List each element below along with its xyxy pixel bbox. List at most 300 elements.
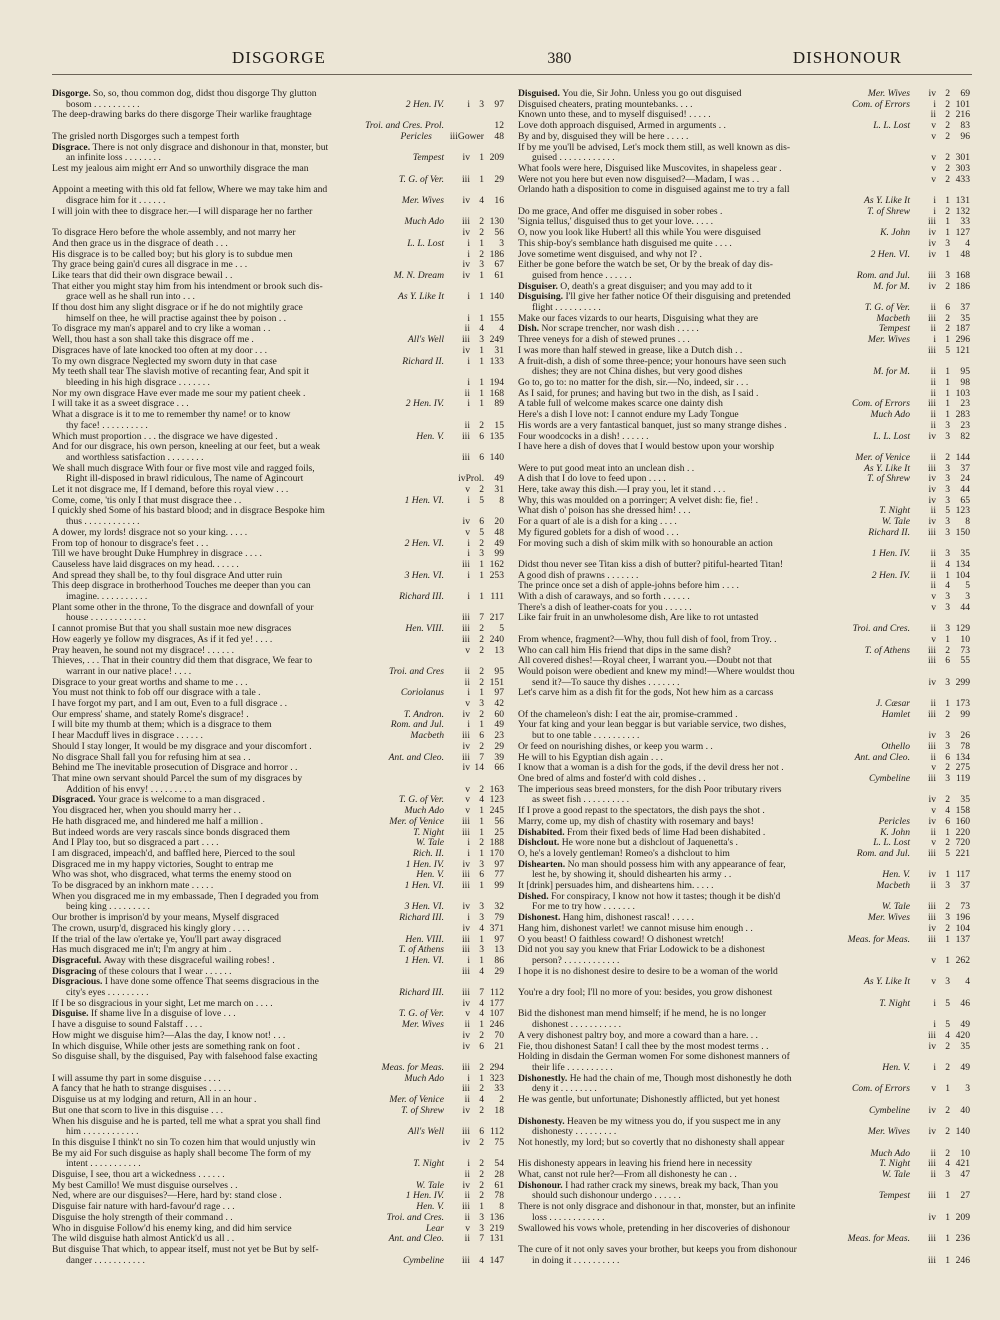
act-number: v: [465, 527, 470, 538]
line-number: 132: [955, 206, 970, 217]
entry-line: [518, 239, 970, 250]
quotation-text: A good dish of prawns . . . . . . .: [518, 570, 639, 581]
entry-line: [518, 1170, 970, 1181]
line-number: 4: [965, 238, 970, 249]
act-number: iii: [462, 816, 470, 827]
scene-number: 6: [479, 731, 484, 742]
quotation-text: For me to try how . . . . . . .: [532, 902, 635, 913]
line-number: 73: [960, 902, 970, 913]
entry-line: [52, 1170, 504, 1181]
entry-line: [52, 678, 504, 689]
play-reference: Lear: [425, 1223, 444, 1234]
quotation-text: The cure of it not only saves your brother, but keeps you from dishonour: [518, 1244, 797, 1255]
play-reference: Richard III.: [399, 988, 444, 999]
entry-line: [52, 143, 504, 154]
quotation-text: I hope it is no dishonest desire to desire to be a woman of the world: [518, 966, 778, 977]
line-number: 49: [494, 538, 504, 549]
quotation-text: If by me you'll be advised, Let's mock them still, as well known as dis-: [518, 142, 791, 153]
entry-line: [52, 528, 504, 539]
line-number: 37: [960, 881, 970, 892]
act-number: iii: [928, 934, 936, 945]
entry-line: [518, 785, 970, 796]
entry-line: [52, 720, 504, 731]
play-reference: Troi. and Cres: [389, 666, 444, 677]
headword: Dishonesty.: [518, 1116, 568, 1127]
entry-line: [52, 378, 504, 389]
quotation-text: And spread they shall be, to thy foul disgrace And utter ruin: [52, 570, 283, 581]
entry-line: [52, 635, 504, 646]
act-number: iv: [462, 1041, 470, 1052]
entry-line: [518, 1256, 970, 1267]
quotation-text: There's a dish of leather-coats for you . . . . . .: [518, 602, 692, 613]
line-number: 13: [494, 945, 504, 956]
quotation-text: We shall much disgrace With four or five most vile and ragged foils,: [52, 463, 315, 474]
entry-line: [518, 89, 970, 100]
play-reference: J. Cæsar: [875, 699, 910, 710]
quotation-text: His words are a very fantastical banquet, just so many strange dishes .: [518, 420, 787, 431]
entry-line: [52, 1106, 504, 1117]
line-number: 23: [960, 420, 970, 431]
act-number: iv: [462, 270, 470, 281]
entry-line: [518, 132, 970, 143]
scene-number: 2: [945, 163, 950, 174]
act-number: i: [467, 549, 470, 560]
line-number: 75: [494, 1137, 504, 1148]
play-reference: T. Night: [879, 1159, 910, 1170]
play-reference: Hen. VIII.: [405, 934, 444, 945]
quotation-text: I hear Macduff lives in disgrace . . . . . .: [52, 731, 203, 742]
entry-line: [52, 496, 504, 507]
scene-number: 1: [479, 1202, 484, 1213]
entry-line: [518, 699, 970, 710]
scene-number: 5: [479, 527, 484, 538]
quotation-text: Dishabited. From their fixed beds of lime Had been dishabited .: [518, 827, 766, 838]
line-number: 137: [955, 934, 970, 945]
line-number: 246: [955, 1255, 970, 1266]
quotation-text: Marry, come up, my dish of chastity with rosemary and bays!: [518, 816, 754, 827]
quotation-text: You're a dry fool; I'll no more of you: besides, you grow dishonest: [518, 988, 773, 999]
play-reference: 2 Hen. IV.: [405, 99, 444, 110]
line-number: 86: [494, 955, 504, 966]
entry-line: [518, 153, 970, 164]
entry-line: [518, 592, 970, 603]
line-number: 168: [955, 270, 970, 281]
line-number: 170: [489, 848, 504, 859]
act-number: i: [933, 99, 936, 110]
play-reference: Mer. of Venice: [389, 816, 444, 827]
line-number: 219: [489, 1223, 504, 1234]
act-number: iv: [462, 153, 470, 164]
entry-line: [52, 506, 504, 517]
line-number: 371: [489, 923, 504, 934]
line-number: 301: [955, 153, 970, 164]
act-number: v: [931, 763, 936, 774]
quotation-text: For a quart of ale is a dish for a king . . . .: [518, 517, 677, 528]
entry-line: [518, 496, 970, 507]
scene-number: 3: [945, 431, 950, 442]
play-reference: Mer. Wives: [401, 196, 444, 207]
scene-number: 2: [479, 741, 484, 752]
line-number: 99: [494, 549, 504, 560]
line-number: 151: [489, 677, 504, 688]
scene-number: 2: [479, 249, 484, 260]
line-number: 29: [494, 174, 504, 185]
scene-number: 2: [479, 1084, 484, 1095]
scene-number: 4: [945, 806, 950, 817]
line-number: 186: [955, 281, 970, 292]
scene-number: 1: [479, 153, 484, 164]
line-number: 32: [494, 902, 504, 913]
quotation-text: him . . . . . . . . . . . .: [66, 1127, 139, 1138]
scene-number: 3: [479, 902, 484, 913]
quotation-text: house . . . . . . . . . . . .: [66, 613, 146, 624]
quotation-text: This ship-boy's semblance hath disguised me quite . . . .: [518, 238, 732, 249]
line-number: 150: [955, 527, 970, 538]
quotation-text: But disguise That which, to appear itself, must not yet be But by self-: [52, 1244, 319, 1255]
entry-line: [518, 1213, 970, 1224]
act-number: iii: [928, 913, 936, 924]
act-number: v: [465, 699, 470, 710]
scene-number: 1: [479, 399, 484, 410]
play-reference: 2 Hen. IV.: [405, 399, 444, 410]
quotation-text: Dished. For conspiracy, I know not how it tastes; though it be dish'd: [518, 891, 781, 902]
act-number: i: [933, 206, 936, 217]
quotation-text: Dishclout. He wore none but a dishclout of Jaquenetta's .: [518, 838, 738, 849]
scene-number: Gower: [457, 131, 484, 142]
quotation-text: flight . . . . . . . . . .: [532, 303, 601, 314]
play-reference: K. John: [880, 228, 910, 239]
entry-line: [518, 860, 970, 871]
entry-line: [518, 314, 970, 325]
act-number: i: [933, 196, 936, 207]
entry-line: [52, 282, 504, 293]
line-number: 140: [489, 452, 504, 463]
act-number: iv: [928, 870, 936, 881]
act-number: i: [467, 838, 470, 849]
entry-line: [518, 335, 970, 346]
entry-line: [52, 1234, 504, 1245]
scene-number: 2: [945, 206, 950, 217]
scene-number: 1: [479, 1020, 484, 1031]
act-number: iii: [462, 1062, 470, 1073]
entry-line: [52, 260, 504, 271]
scene-number: 2: [945, 174, 950, 185]
entry-line: [52, 485, 504, 496]
scene-number: 1: [479, 292, 484, 303]
act-number: i: [467, 1159, 470, 1170]
quotation-text: Disguiser. O, death's a great disguiser; and you may add to it: [518, 281, 752, 292]
quotation-text: Here's a dish I love not: I cannot endure my Lady Tongue: [518, 410, 739, 421]
act-number: i: [467, 720, 470, 731]
scene-number: 6: [479, 870, 484, 881]
quotation-text: city's eyes . . . . . . . . .: [66, 988, 149, 999]
play-reference: Meas. for Meas.: [847, 1234, 910, 1245]
entry-line: [52, 935, 504, 946]
quotation-text: Disguise the holy strength of their command . .: [52, 1212, 233, 1223]
quotation-text: You disgraced her, when you should marry her . .: [52, 806, 241, 817]
act-number: iv: [928, 1041, 936, 1052]
act-number: ii: [930, 827, 936, 838]
quotation-text: I cannot promise But that you shall sustain moe new disgraces: [52, 624, 292, 635]
line-number: 66: [494, 763, 504, 774]
act-number: i: [467, 249, 470, 260]
entry-line: [52, 1256, 504, 1267]
quotation-text: And then grace us in the disgrace of death . . .: [52, 238, 228, 249]
act-number: iii: [462, 613, 470, 624]
scene-number: 3: [945, 977, 950, 988]
quotation-text: With a dish of caraways, and so forth . . . . . .: [518, 592, 690, 603]
quotation-text: I quickly shed Some of his bastard blood; and in disgrace Bespoke him: [52, 506, 325, 517]
quotation-text: dishes; they are not China dishes, but very good dishes: [532, 367, 743, 378]
quotation-text: Fie, thou dishonest Satan! I call thee by the most modest terms . .: [518, 1041, 769, 1052]
entry-line: [52, 121, 504, 132]
quotation-text: Your fat king and your lean beggar is but variable service, two dishes,: [518, 720, 787, 731]
line-number: 303: [955, 163, 970, 174]
act-number: ii: [930, 1170, 936, 1181]
scene-number: 1: [479, 816, 484, 827]
line-number: 8: [499, 495, 504, 506]
scene-number: 1: [945, 410, 950, 421]
act-number: iii: [462, 881, 470, 892]
quotation-text: When you disgraced me in my embassade, Then I degraded you from: [52, 891, 319, 902]
play-reference: Troi. and Cres. Prol.: [365, 121, 444, 132]
entry-line: [52, 774, 504, 785]
play-reference: Richard II.: [868, 527, 910, 538]
line-number: 168: [489, 388, 504, 399]
entry-line: [518, 999, 970, 1010]
line-number: 60: [494, 709, 504, 720]
act-number: ii: [930, 420, 936, 431]
line-number: 186: [489, 249, 504, 260]
act-number: i: [467, 848, 470, 859]
play-reference: Mer. Wives: [867, 89, 910, 99]
act-number: iv: [462, 196, 470, 207]
line-number: 133: [489, 356, 504, 367]
line-number: 61: [494, 270, 504, 281]
play-reference: Mer. Wives: [867, 913, 910, 924]
act-number: v: [931, 153, 936, 164]
entry-line: [52, 742, 504, 753]
quotation-text: Disguise. If shame live In a disguise of love . . .: [52, 1009, 236, 1020]
play-reference: T. G. of Ver.: [398, 795, 444, 806]
entry-line: [518, 207, 970, 218]
scene-number: 1: [479, 174, 484, 185]
play-reference: K. John: [880, 827, 910, 838]
quotation-text: He was gentle, but unfortunate; Dishonestly afflicted, but yet honest: [518, 1095, 780, 1106]
quotation-text: Our empress' shame, and stately Rome's disgrace! .: [52, 709, 249, 720]
act-number: iv: [462, 741, 470, 752]
quotation-text: himself on thee, he will practise against thee by poison . .: [66, 313, 287, 324]
page-number: 380: [547, 50, 572, 67]
play-reference: All's Well: [407, 1127, 444, 1138]
entry-line: [518, 485, 970, 496]
entry-line: [518, 432, 970, 443]
line-number: 97: [494, 934, 504, 945]
entry-line: [52, 1095, 504, 1106]
entry-line: [52, 89, 504, 100]
act-number: v: [465, 645, 470, 656]
act-number: iv: [928, 1105, 936, 1116]
quotation-text: In which disguise, While other jests are something rank on foot .: [52, 1041, 300, 1052]
scene-number: 3: [479, 549, 484, 560]
headword: Dished.: [518, 891, 552, 902]
entry-line: [52, 410, 504, 421]
entry-line: [518, 924, 970, 935]
headword: Dishearten.: [518, 859, 568, 870]
act-number: iii: [462, 431, 470, 442]
entry-line: [518, 795, 970, 806]
scene-number: 2: [479, 677, 484, 688]
entry-line: [518, 828, 970, 839]
entry-line: [518, 902, 970, 913]
scene-number: 14: [474, 763, 484, 774]
scene-number: 1: [479, 570, 484, 581]
line-number: 4: [965, 977, 970, 988]
headword: Disgraceful.: [52, 955, 104, 966]
quotation-text: Dishonesty. Heaven be my witness you do, if you suspect me in any: [518, 1116, 781, 1127]
act-number: v: [931, 602, 936, 613]
entry-line: [518, 164, 970, 175]
line-number: 101: [955, 99, 970, 110]
line-number: 2: [499, 1095, 504, 1106]
quotation-text: What dish o' poison has she dressed him! . . .: [518, 506, 691, 517]
line-number: 4: [499, 324, 504, 335]
quotation-text: an infinite loss . . . . . . . .: [66, 153, 161, 164]
quotation-text: He will to his Egyptian dish again . . .: [518, 752, 663, 763]
act-number: iii: [928, 741, 936, 752]
quotation-text: Disguising. I'll give her father notice Of their disguising and pretended: [518, 292, 791, 303]
scene-number: 1: [945, 217, 950, 228]
headword: Disguiser.: [518, 281, 561, 292]
entry-line: [518, 110, 970, 121]
play-reference: As Y. Like It: [863, 196, 910, 207]
quotation-text: dishonest . . . . . . . . . . .: [532, 1020, 622, 1031]
scene-number: 3: [479, 335, 484, 346]
quotation-text: There is not only disgrace and dishonour in that, monster, but an infinite: [518, 1202, 796, 1213]
quotation-text: Why, this was moulded on a porringer; A velvet dish: fie, fie! .: [518, 495, 758, 506]
play-reference: Hen. V.: [416, 870, 444, 881]
act-number: ii: [930, 110, 936, 121]
act-number: iii: [928, 1159, 936, 1170]
entry-line: [518, 560, 970, 571]
headword: Disguised.: [518, 89, 563, 99]
line-number: 236: [955, 1234, 970, 1245]
scene-number: 1: [945, 934, 950, 945]
quotation-text: Three veneys for a dish of stewed prunes . . .: [518, 335, 690, 346]
line-number: 89: [494, 399, 504, 410]
quotation-text: From top of honour to disgrace's feet . . .: [52, 538, 209, 549]
act-number: i: [467, 99, 470, 110]
play-reference: Macbeth: [410, 731, 444, 742]
quotation-text: 'Signia tellus,' disguised thus to get your love. . . . .: [518, 217, 714, 228]
quotation-text: Behind me The inevitable prosecution of Disgrace and horror . .: [52, 763, 298, 774]
scene-number: 3: [945, 463, 950, 474]
scene-number: 2: [945, 99, 950, 110]
act-number: iv: [458, 474, 466, 485]
line-number: 112: [489, 1127, 504, 1138]
act-number: v: [465, 795, 470, 806]
act-number: iii: [462, 335, 470, 346]
play-reference: Much Ado: [870, 1148, 910, 1159]
scene-number: 5: [945, 998, 950, 1009]
act-number: i: [467, 1073, 470, 1084]
line-number: 131: [489, 1234, 504, 1245]
entry-line: [518, 1138, 970, 1149]
quotation-text: bleeding in his high disgrace . . . . . . .: [66, 377, 210, 388]
act-number: iii: [928, 774, 936, 784]
entry-line: [518, 731, 970, 742]
line-number: 28: [494, 1170, 504, 1181]
scene-number: 2: [945, 902, 950, 913]
entry-line: [52, 560, 504, 571]
act-number: iv: [462, 709, 470, 720]
act-number: v: [931, 1084, 936, 1095]
line-number: 188: [489, 838, 504, 849]
scene-number: 2: [479, 1191, 484, 1202]
quotation-text: A fancy that he hath to strange disguises . . . . .: [52, 1084, 231, 1095]
scene-number: 2: [479, 420, 484, 431]
quotation-text: Disgraced. Your grace is welcome to a man disgraced .: [52, 795, 265, 806]
play-reference: Much Ado: [404, 806, 444, 817]
scene-number: 2: [945, 1105, 950, 1116]
entry-line: [518, 988, 970, 999]
act-number: iii: [462, 966, 470, 977]
quotation-text: Let's carve him as a dish fit for the gods, Not hew him as a carcass: [518, 688, 774, 699]
headword: Disgracing: [52, 966, 99, 977]
entry-line: [518, 1009, 970, 1020]
line-number: 99: [960, 709, 970, 720]
quotation-text: If the trial of the law o'ertake ye, You'll part away disgraced: [52, 934, 282, 945]
line-number: 46: [960, 998, 970, 1009]
act-number: iv: [928, 795, 936, 806]
act-number: ii: [464, 1191, 470, 1202]
entry-line: [518, 678, 970, 689]
play-reference: W. Tale: [415, 1180, 444, 1191]
play-reference: Pericles: [400, 131, 432, 142]
scene-number: 4: [479, 1255, 484, 1266]
quotation-text: Addition of his envy! . . . . . . . . .: [66, 784, 192, 795]
act-number: ii: [930, 581, 936, 592]
quotation-text: Do me grace, And offer me disguised in sober robes .: [518, 206, 723, 217]
entry-line: [52, 988, 504, 999]
entry-line: [52, 335, 504, 346]
quotation-text: Who was shot, who disgraced, what terms the enemy stood on: [52, 870, 292, 881]
entry-line: [52, 153, 504, 164]
scene-number: 3: [945, 731, 950, 742]
quotation-text: One bred of alms and foster'd with cold dishes . .: [518, 774, 706, 784]
quotation-text: Jove sometime went disguised, and why not I? .: [518, 249, 702, 260]
line-number: 27: [960, 1191, 970, 1202]
line-number: 49: [960, 1062, 970, 1073]
entry-line: [518, 753, 970, 764]
line-number: 78: [960, 741, 970, 752]
play-reference: Troi. and Cres.: [386, 1212, 444, 1223]
entry-line: [52, 795, 504, 806]
act-number: v: [931, 163, 936, 174]
line-number: 33: [494, 1084, 504, 1095]
act-number: iii: [462, 624, 470, 635]
entry-line: [518, 1031, 970, 1042]
quotation-text: Of the chameleon's dish: I eat the air, promise-crammed .: [518, 709, 738, 720]
header-rule: [52, 74, 972, 75]
entry-line: [52, 549, 504, 560]
entry-line: [518, 539, 970, 550]
scene-number: 2: [479, 634, 484, 645]
line-number: 117: [955, 870, 970, 881]
line-number: 35: [960, 1041, 970, 1052]
play-reference: Rom. and Jul.: [856, 270, 910, 281]
quotation-text: Swallowed his vows whole, pretending in her discoveries of dishonour: [518, 1223, 790, 1234]
